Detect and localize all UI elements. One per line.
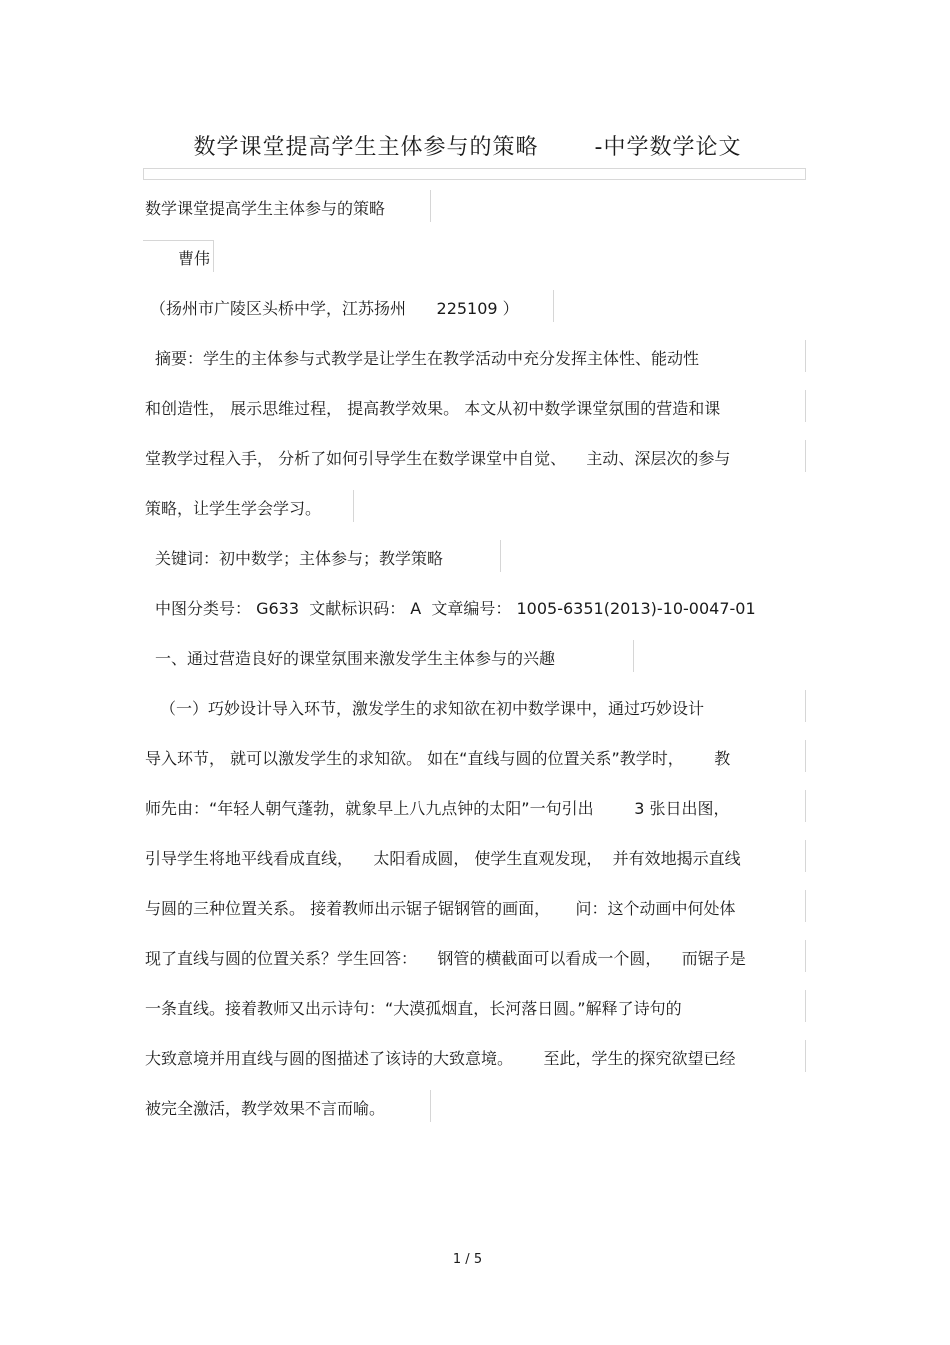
table-border [633, 640, 634, 672]
classification-info: 中图分类号： G633 文献标识码： A 文章编号： 1005-6351(2013)-10-0047-01 [155, 599, 756, 618]
table-border [500, 540, 501, 572]
table-border [553, 290, 554, 322]
table-border [805, 390, 806, 422]
table-border [805, 890, 806, 922]
body-line: （一）巧妙设计导入环节，激发学生的求知欲在初中数学课中，通过巧妙设计 [160, 699, 705, 718]
body-line: 师先由：“年轻人朝气蓬勃，就象早上八九点钟的太阳”一句引出 3 张日出图， [145, 799, 730, 818]
author-affiliation: （扬州市广陵区头桥中学，江苏扬州 225109 ） [150, 299, 519, 318]
table-border [805, 440, 806, 472]
abstract-line: 策略，让学生学会学习。 [145, 499, 322, 518]
abstract-line: 摘要：学生的主体参与式教学是让学生在教学活动中充分发挥主体性、能动性 [155, 349, 700, 368]
table-border [805, 940, 806, 972]
body-line: 现了直线与圆的位置关系？学生回答： 钢管的横截面可以看成一个圆， 而锯子是 [145, 949, 746, 968]
paper-subtitle: 数学课堂提高学生主体参与的策略 [145, 199, 386, 218]
abstract-line: 堂教学过程入手， 分析了如何引导学生在数学课堂中自觉、 主动、深层次的参与 [145, 449, 731, 468]
body-line: 一条直线。接着教师又出示诗句：“大漠孤烟直，长河落日圆。”解释了诗句的 [145, 999, 682, 1018]
table-border [430, 190, 431, 222]
table-border [805, 1040, 806, 1072]
table-border [143, 240, 213, 241]
table-border [805, 740, 806, 772]
section-heading: 一、通过营造良好的课堂氛围来激发学生主体参与的兴趣 [155, 649, 556, 668]
body-line: 大致意境并用直线与圆的图描述了该诗的大致意境。 至此，学生的探究欲望已经 [145, 1049, 736, 1068]
table-border [805, 990, 806, 1022]
table-border [430, 1090, 431, 1122]
table-border [805, 840, 806, 872]
table-border [805, 790, 806, 822]
title-rule [143, 168, 806, 180]
table-border [213, 240, 214, 272]
table-border [353, 490, 354, 522]
body-line: 导入环节， 就可以激发学生的求知欲。 如在“直线与圆的位置关系”教学时， 教 [145, 749, 731, 768]
page-number: 1 / 5 [452, 1252, 483, 1267]
table-border [805, 340, 806, 372]
keywords: 关键词：初中数学；主体参与；教学策略 [155, 549, 444, 568]
body-line: 与圆的三种位置关系。 接着教师出示锯子锯钢管的画面， 问：这个动画中何处体 [145, 899, 736, 918]
author-name: 曹伟 [178, 249, 211, 268]
body-line: 被完全激活，教学效果不言而喻。 [145, 1099, 386, 1118]
body-line: 引导学生将地平线看成直线， 太阳看成圆， 使学生直观发现， 并有效地揭示直线 [145, 849, 741, 868]
abstract-line: 和创造性， 展示思维过程， 提高教学效果。 本文从初中数学课堂氛围的营造和课 [145, 399, 721, 418]
document-title: 数学课堂提高学生主体参与的策略 -中学数学论文 [193, 135, 742, 160]
table-border [805, 690, 806, 722]
